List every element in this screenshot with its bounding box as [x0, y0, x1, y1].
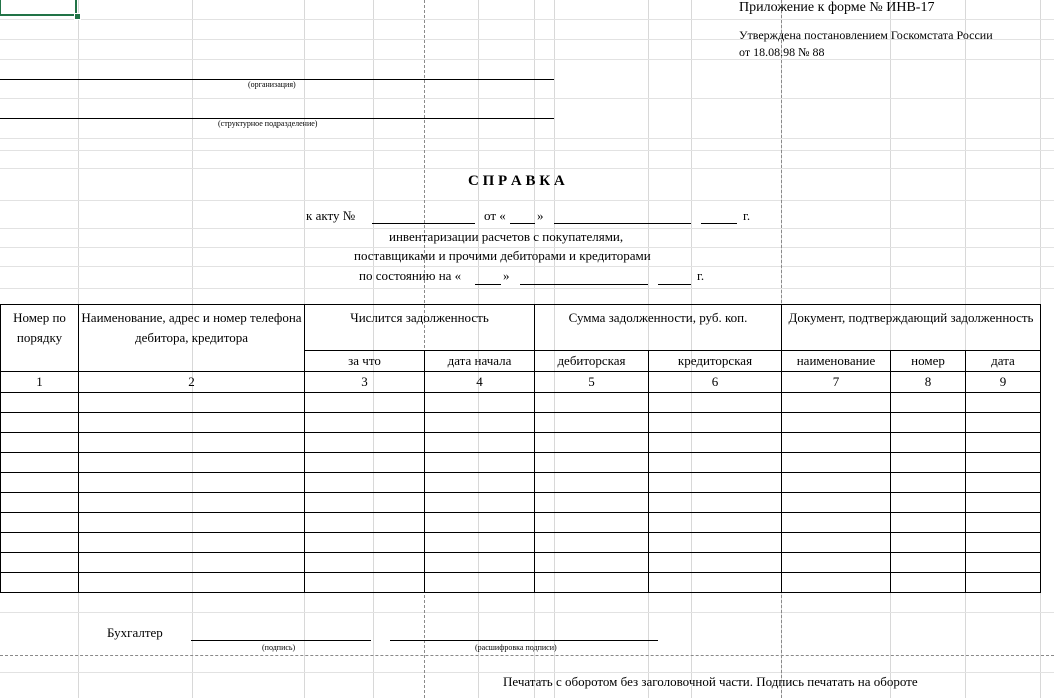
- table-cell[interactable]: [891, 533, 966, 553]
- to-act-label: к акту №: [306, 208, 356, 223]
- table-cell[interactable]: [649, 573, 782, 593]
- column-number: 9: [966, 372, 1041, 393]
- signature-caption: (подпись): [262, 643, 296, 652]
- table-cell[interactable]: [535, 453, 649, 473]
- as-of-day-line[interactable]: [475, 284, 501, 285]
- table-cell[interactable]: [1, 493, 79, 513]
- header-credit: кредиторская: [649, 351, 782, 372]
- table-cell[interactable]: [891, 493, 966, 513]
- table-cell[interactable]: [79, 533, 305, 553]
- table-cell[interactable]: [891, 433, 966, 453]
- table-cell[interactable]: [649, 393, 782, 413]
- table-row: [1, 533, 1041, 553]
- table-cell[interactable]: [305, 433, 425, 453]
- table-cell[interactable]: [782, 573, 891, 593]
- table-cell[interactable]: [305, 393, 425, 413]
- table-row: [1, 433, 1041, 453]
- table-cell[interactable]: [966, 573, 1041, 593]
- table-cell[interactable]: [305, 473, 425, 493]
- table-cell[interactable]: [782, 453, 891, 473]
- table-cell[interactable]: [535, 553, 649, 573]
- header-debt-group: Числится задолженность: [305, 305, 535, 351]
- column-number: 1: [1, 372, 79, 393]
- table-cell[interactable]: [1, 453, 79, 473]
- table-cell[interactable]: [425, 573, 535, 593]
- table-row: [1, 413, 1041, 433]
- table-cell[interactable]: [782, 473, 891, 493]
- table-cell[interactable]: [425, 513, 535, 533]
- table-cell[interactable]: [649, 533, 782, 553]
- page-break-horizontal: [0, 655, 1054, 656]
- table-cell[interactable]: [425, 393, 535, 413]
- table-cell[interactable]: [891, 473, 966, 493]
- act-number-line[interactable]: [372, 223, 475, 224]
- table-cell[interactable]: [535, 393, 649, 413]
- table-cell[interactable]: [782, 513, 891, 533]
- table-row: [1, 513, 1041, 533]
- active-cell[interactable]: [0, 0, 77, 16]
- column-numbers-row: [1, 372, 1041, 393]
- table-cell[interactable]: [535, 573, 649, 593]
- table-cell[interactable]: [425, 433, 535, 453]
- subtitle-line-2: поставщиками и прочими дебиторами и кредиторами: [354, 248, 651, 263]
- table-cell[interactable]: [966, 533, 1041, 553]
- organization-caption: (организация): [248, 80, 296, 89]
- table-cell[interactable]: [425, 493, 535, 513]
- table-cell[interactable]: [966, 493, 1041, 513]
- table-cell[interactable]: [79, 513, 305, 533]
- table-cell[interactable]: [891, 553, 966, 573]
- table-cell[interactable]: [966, 453, 1041, 473]
- debts-table: [0, 304, 1041, 593]
- table-cell[interactable]: [305, 493, 425, 513]
- column-number: 5: [535, 372, 649, 393]
- table-cell[interactable]: [649, 453, 782, 473]
- table-cell[interactable]: [425, 473, 535, 493]
- table-cell[interactable]: [1, 533, 79, 553]
- table-cell[interactable]: [891, 393, 966, 413]
- table-cell[interactable]: [305, 513, 425, 533]
- year-label: г.: [743, 208, 751, 223]
- table-cell[interactable]: [79, 493, 305, 513]
- quote-close-2: »: [503, 268, 510, 283]
- table-cell[interactable]: [966, 413, 1041, 433]
- header-debit: дебиторская: [535, 351, 649, 372]
- table-cell[interactable]: [966, 433, 1041, 453]
- column-number: 2: [79, 372, 305, 393]
- table-cell[interactable]: [1, 553, 79, 573]
- table-cell[interactable]: [79, 553, 305, 573]
- table-cell[interactable]: [79, 453, 305, 473]
- table-cell[interactable]: [535, 433, 649, 453]
- table-cell[interactable]: [966, 553, 1041, 573]
- table-cell[interactable]: [782, 553, 891, 573]
- document-title: С П Р А В К А: [468, 173, 565, 189]
- table-cell[interactable]: [649, 513, 782, 533]
- header-sum-group: Сумма задолженности, руб. коп.: [535, 305, 782, 351]
- table-cell[interactable]: [305, 553, 425, 573]
- table-cell[interactable]: [79, 393, 305, 413]
- table-cell[interactable]: [782, 393, 891, 413]
- table-cell[interactable]: [782, 493, 891, 513]
- header-debtor-name: Наименование, адрес и номер телефона дебитора, кредитора: [79, 305, 305, 372]
- as-of-label: по состоянию на «: [359, 268, 462, 283]
- approved-line-2: от 18.08.98 № 88: [739, 45, 825, 59]
- accountant-label: Бухгалтер: [107, 625, 163, 640]
- table-cell[interactable]: [305, 413, 425, 433]
- table-row: [1, 393, 1041, 413]
- table-cell[interactable]: [966, 513, 1041, 533]
- table-cell[interactable]: [305, 453, 425, 473]
- table-cell[interactable]: [425, 413, 535, 433]
- fill-handle[interactable]: [74, 13, 81, 20]
- table-cell[interactable]: [305, 573, 425, 593]
- header-start-date: дата начала: [425, 351, 535, 372]
- decryption-caption: (расшифровка подписи): [475, 643, 557, 652]
- header-for-what: за что: [305, 351, 425, 372]
- column-number: 6: [649, 372, 782, 393]
- table-cell[interactable]: [535, 493, 649, 513]
- table-cell[interactable]: [79, 573, 305, 593]
- appendix-label: Приложение к форме № ИНВ-17: [739, 0, 935, 15]
- table-row: [1, 493, 1041, 513]
- quote-close: »: [537, 208, 544, 223]
- table-cell[interactable]: [535, 473, 649, 493]
- table-cell[interactable]: [79, 433, 305, 453]
- table-cell[interactable]: [649, 413, 782, 433]
- table-row: [1, 573, 1041, 593]
- header-doc-date: дата: [966, 351, 1041, 372]
- column-number: 8: [891, 372, 966, 393]
- table-cell[interactable]: [891, 513, 966, 533]
- table-cell[interactable]: [305, 533, 425, 553]
- table-cell[interactable]: [425, 533, 535, 553]
- table-cell[interactable]: [425, 553, 535, 573]
- table-cell[interactable]: [782, 413, 891, 433]
- table-row: [1, 553, 1041, 573]
- table-cell[interactable]: [1, 513, 79, 533]
- act-year-line[interactable]: [701, 223, 737, 224]
- year-label-2: г.: [697, 268, 705, 283]
- act-month-line[interactable]: [554, 223, 691, 224]
- table-cell[interactable]: [535, 513, 649, 533]
- decryption-line[interactable]: [390, 640, 658, 641]
- as-of-month-line[interactable]: [520, 284, 648, 285]
- approved-line-1: Утверждена постановлением Госкомстата России: [739, 28, 993, 42]
- table-cell[interactable]: [966, 473, 1041, 493]
- table-row: [1, 453, 1041, 473]
- table-cell[interactable]: [1, 573, 79, 593]
- table-cell[interactable]: [891, 573, 966, 593]
- table-cell[interactable]: [1, 393, 79, 413]
- column-number: 4: [425, 372, 535, 393]
- table-cell[interactable]: [1, 413, 79, 433]
- table-cell[interactable]: [782, 533, 891, 553]
- table-cell[interactable]: [535, 413, 649, 433]
- subtitle-line-1: инвентаризации расчетов с покупателями,: [389, 229, 624, 244]
- table-cell[interactable]: [1, 433, 79, 453]
- table-cell[interactable]: [649, 433, 782, 453]
- table-cell[interactable]: [79, 413, 305, 433]
- table-cell[interactable]: [891, 453, 966, 473]
- print-note: Печатать с оборотом без заголовочной части. Подпись печатать на обороте: [503, 674, 918, 689]
- table-cell[interactable]: [535, 533, 649, 553]
- header-document-group: Документ, подтверждающий задолженность: [782, 305, 1041, 351]
- table-cell[interactable]: [966, 393, 1041, 413]
- table-cell[interactable]: [1, 473, 79, 493]
- table-cell[interactable]: [649, 473, 782, 493]
- department-caption: (структурное подразделение): [218, 119, 318, 128]
- table-cell[interactable]: [891, 413, 966, 433]
- table-cell[interactable]: [782, 433, 891, 453]
- as-of-year-line[interactable]: [658, 284, 691, 285]
- header-doc-number: номер: [891, 351, 966, 372]
- table-cell[interactable]: [79, 473, 305, 493]
- column-number: 3: [305, 372, 425, 393]
- column-number: 7: [782, 372, 891, 393]
- header-doc-name: наименование: [782, 351, 891, 372]
- act-day-line[interactable]: [510, 223, 535, 224]
- from-label: от «: [484, 208, 506, 223]
- header-row-number: Номер по порядку: [1, 305, 79, 372]
- table-row: [1, 473, 1041, 493]
- table-cell[interactable]: [649, 493, 782, 513]
- table-cell[interactable]: [649, 553, 782, 573]
- signature-line[interactable]: [191, 640, 371, 641]
- table-cell[interactable]: [425, 453, 535, 473]
